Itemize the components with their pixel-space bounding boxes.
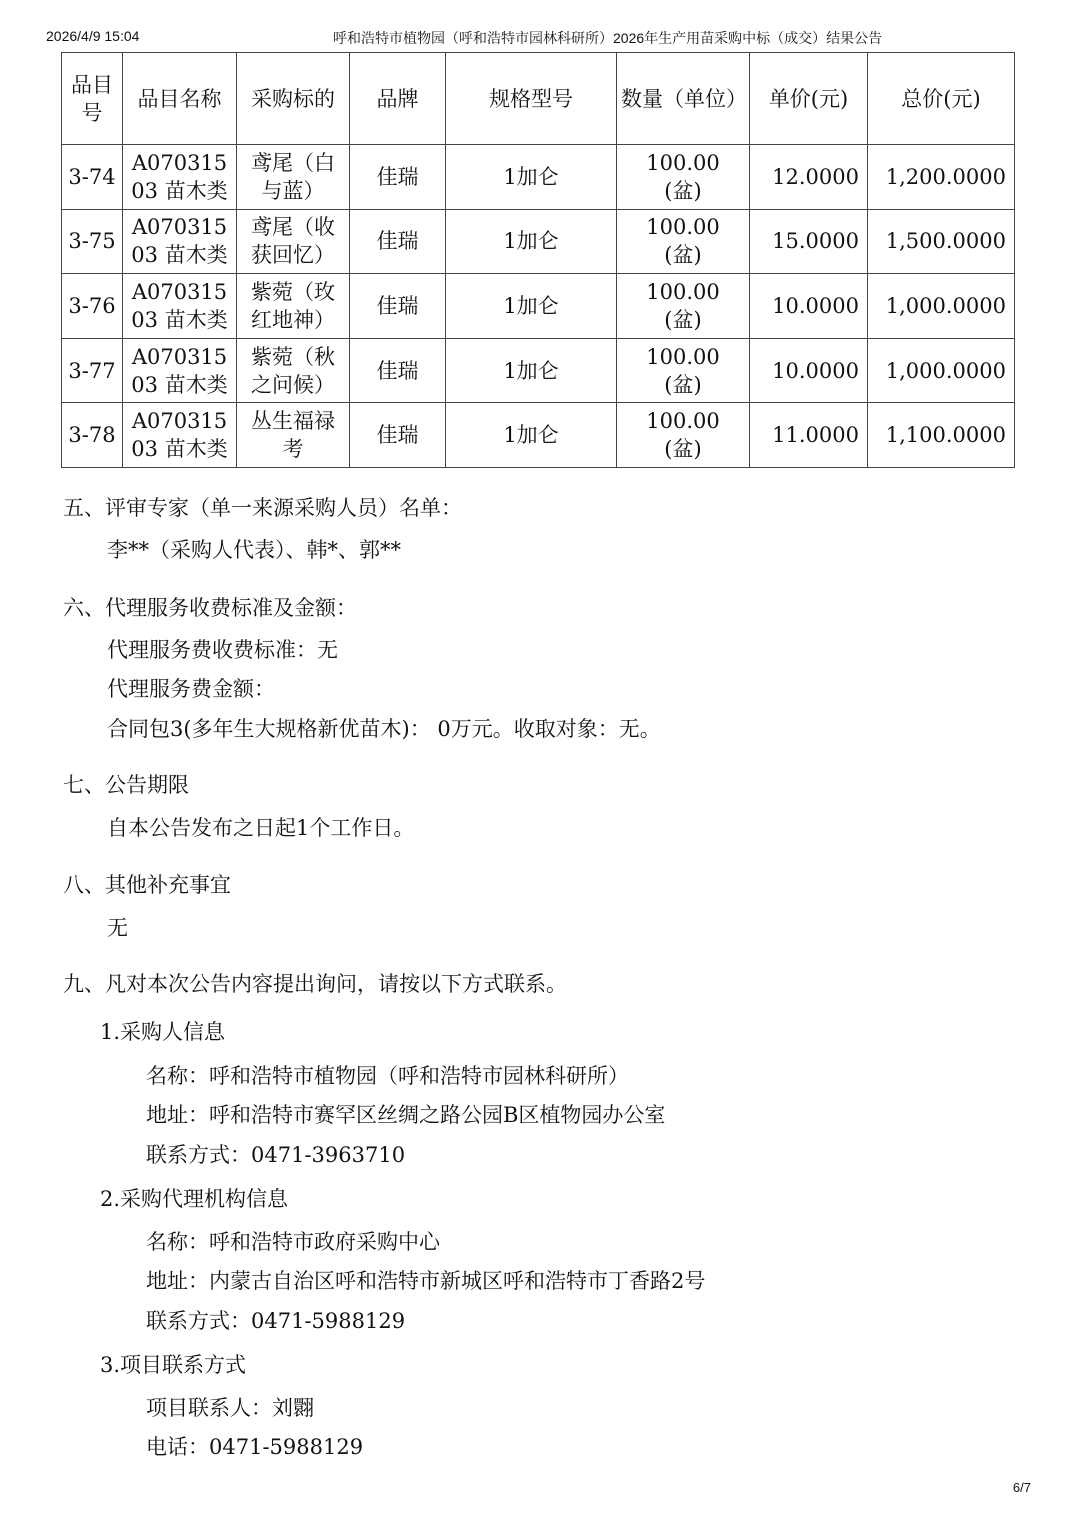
page-header-title: 呼和浩特市植物园（呼和浩特市园林科研所）2026年生产用苗采购中标（成交）结果公告 bbox=[333, 30, 883, 46]
table-row bbox=[62, 274, 1015, 339]
purchaser-name: 名称：呼和浩特市植物园（呼和浩特市园林科研所） bbox=[146, 1064, 629, 1088]
cell-item-no: 3-78 bbox=[62, 403, 123, 468]
cell-spec: 1加仑 bbox=[446, 403, 617, 468]
cell-category: A07031503 苗木类 bbox=[123, 145, 237, 210]
page-number: 6/7 bbox=[1012, 1480, 1031, 1495]
cell-item: 鸢尾（收获回忆） bbox=[237, 209, 350, 274]
agency-address: 地址：内蒙古自治区呼和浩特市新城区呼和浩特市丁香路2号 bbox=[146, 1269, 706, 1293]
header-item-category: 品目名称 bbox=[123, 53, 237, 145]
cell-category: A07031503 苗木类 bbox=[123, 274, 237, 339]
header-unit-price: 单价(元) bbox=[750, 53, 868, 145]
agency-info-heading: 2.采购代理机构信息 bbox=[100, 1187, 289, 1211]
quantity-value: 100.00 bbox=[646, 215, 720, 240]
cell-brand: 佳瑞 bbox=[350, 338, 446, 403]
agency-fee-amount-label: 代理服务费金额： bbox=[107, 677, 275, 701]
cell-item-no: 3-77 bbox=[62, 338, 123, 403]
header-spec: 规格型号 bbox=[446, 53, 617, 145]
header-total-price: 总价(元) bbox=[868, 53, 1015, 145]
cell-spec: 1加仑 bbox=[446, 209, 617, 274]
quantity-unit: (盆) bbox=[664, 307, 702, 332]
cell-total-price: 1,100.0000 bbox=[868, 403, 1015, 468]
header-item-no: 品目号 bbox=[62, 53, 123, 145]
section-6-title: 六、代理服务收费标准及金额： bbox=[63, 596, 357, 620]
cell-brand: 佳瑞 bbox=[350, 403, 446, 468]
procurement-result-table bbox=[61, 52, 1015, 468]
quantity-unit: (盆) bbox=[664, 178, 702, 203]
cell-quantity bbox=[617, 209, 750, 274]
agency-fee-package: 合同包3(多年生大规格新优苗木)： 0万元。收取对象：无。 bbox=[107, 717, 661, 741]
cell-category: A07031503 苗木类 bbox=[123, 338, 237, 403]
cell-category: A07031503 苗木类 bbox=[123, 209, 237, 274]
cell-spec: 1加仑 bbox=[446, 338, 617, 403]
table-header-row bbox=[62, 53, 1015, 145]
section-8-title: 八、其他补充事宜 bbox=[63, 873, 231, 897]
cell-brand: 佳瑞 bbox=[350, 145, 446, 210]
cell-category: A07031503 苗木类 bbox=[123, 403, 237, 468]
table-row bbox=[62, 145, 1015, 210]
header-procurement-subject: 采购标的 bbox=[237, 53, 350, 145]
cell-quantity bbox=[617, 403, 750, 468]
print-datetime: 2026/4/9 15:04 bbox=[46, 28, 140, 44]
cell-unit-price: 12.0000 bbox=[750, 145, 868, 210]
agency-name: 名称：呼和浩特市政府采购中心 bbox=[146, 1230, 440, 1254]
project-contact-heading: 3.项目联系方式 bbox=[100, 1353, 247, 1377]
cell-item-no: 3-74 bbox=[62, 145, 123, 210]
quantity-value: 100.00 bbox=[646, 344, 720, 369]
cell-total-price: 1,200.0000 bbox=[868, 145, 1015, 210]
project-contact-phone: 电话：0471-5988129 bbox=[146, 1435, 364, 1459]
quantity-unit: (盆) bbox=[664, 243, 702, 268]
cell-brand: 佳瑞 bbox=[350, 274, 446, 339]
cell-quantity bbox=[617, 274, 750, 339]
quantity-value: 100.00 bbox=[646, 409, 720, 434]
quantity-value: 100.00 bbox=[646, 150, 720, 175]
cell-item: 紫菀（秋之问候） bbox=[237, 338, 350, 403]
section-7-title: 七、公告期限 bbox=[63, 773, 189, 797]
purchaser-address: 地址：呼和浩特市赛罕区丝绸之路公园B区植物园办公室 bbox=[146, 1103, 666, 1127]
table-row bbox=[62, 209, 1015, 274]
quantity-unit: (盆) bbox=[664, 437, 702, 462]
table-row bbox=[62, 403, 1015, 468]
table-row bbox=[62, 338, 1015, 403]
purchaser-info-heading: 1.采购人信息 bbox=[100, 1020, 226, 1044]
cell-spec: 1加仑 bbox=[446, 274, 617, 339]
supplementary-notes: 无 bbox=[107, 916, 128, 940]
header-brand: 品牌 bbox=[350, 53, 446, 145]
notice-period: 自本公告发布之日起1个工作日。 bbox=[107, 816, 415, 840]
quantity-value: 100.00 bbox=[646, 279, 720, 304]
agency-fee-standard: 代理服务费收费标准：无 bbox=[107, 638, 338, 662]
quantity-unit: (盆) bbox=[664, 372, 702, 397]
cell-quantity bbox=[617, 145, 750, 210]
cell-total-price: 1,500.0000 bbox=[868, 209, 1015, 274]
cell-item-no: 3-75 bbox=[62, 209, 123, 274]
section-9-title: 九、凡对本次公告内容提出询问，请按以下方式联系。 bbox=[63, 972, 567, 996]
cell-unit-price: 15.0000 bbox=[750, 209, 868, 274]
purchaser-phone: 联系方式：0471-3963710 bbox=[146, 1143, 406, 1167]
cell-item-no: 3-76 bbox=[62, 274, 123, 339]
header-quantity: 数量（单位） bbox=[617, 53, 750, 145]
agency-phone: 联系方式：0471-5988129 bbox=[146, 1309, 406, 1333]
cell-total-price: 1,000.0000 bbox=[868, 338, 1015, 403]
project-contact-person: 项目联系人：刘翾 bbox=[146, 1396, 314, 1420]
cell-item: 紫菀（玫红地神） bbox=[237, 274, 350, 339]
cell-unit-price: 10.0000 bbox=[750, 274, 868, 339]
cell-item: 鸢尾（白与蓝） bbox=[237, 145, 350, 210]
cell-unit-price: 10.0000 bbox=[750, 338, 868, 403]
cell-spec: 1加仑 bbox=[446, 145, 617, 210]
cell-unit-price: 11.0000 bbox=[750, 403, 868, 468]
section-5-title: 五、评审专家（单一来源采购人员）名单： bbox=[63, 496, 462, 520]
cell-total-price: 1,000.0000 bbox=[868, 274, 1015, 339]
cell-quantity bbox=[617, 338, 750, 403]
cell-item: 丛生福禄考 bbox=[237, 403, 350, 468]
reviewer-list: 李**（采购人代表）、韩*、郭** bbox=[107, 538, 401, 562]
cell-brand: 佳瑞 bbox=[350, 209, 446, 274]
